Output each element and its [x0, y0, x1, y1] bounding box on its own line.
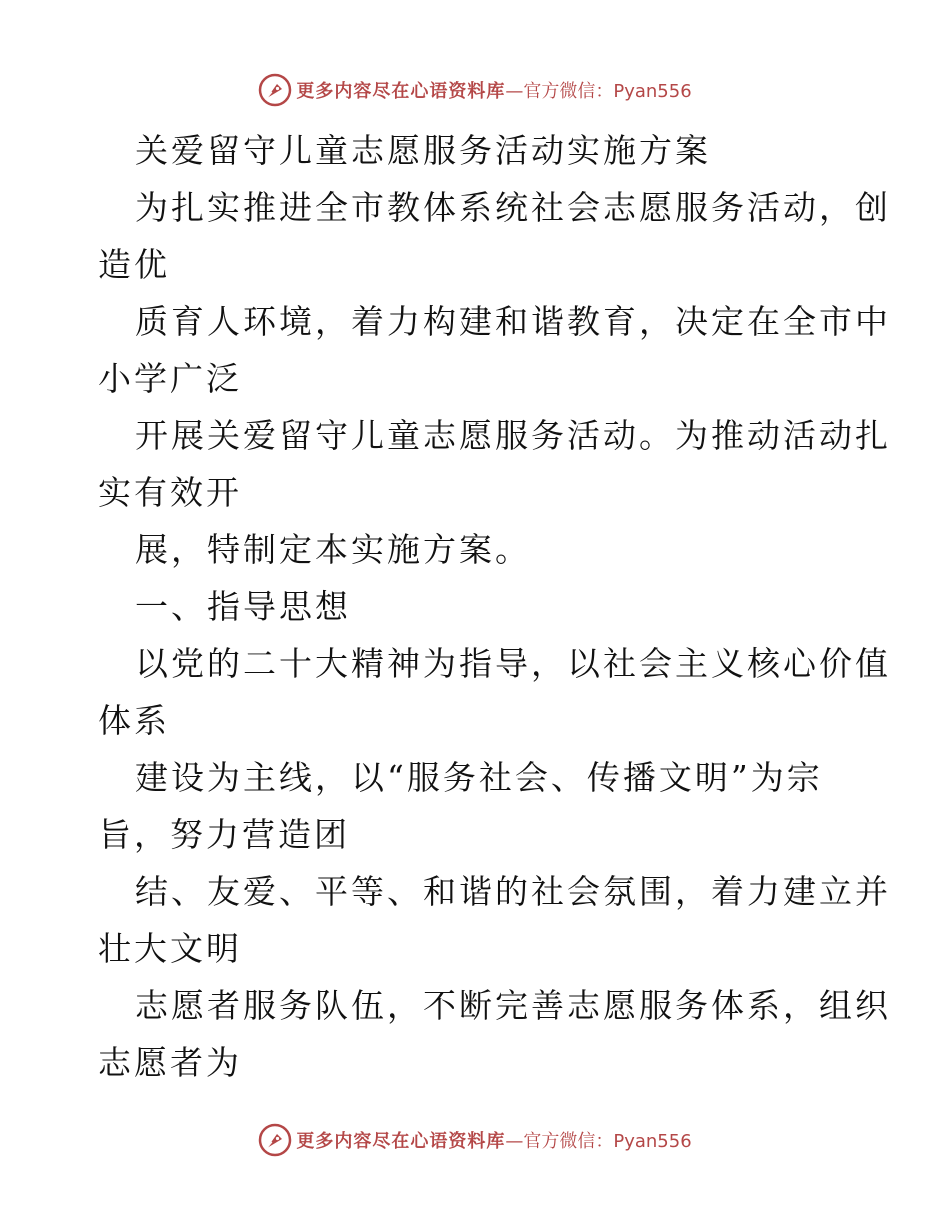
text-line: 志愿者为 — [98, 1043, 242, 1082]
text-line: 造优 — [98, 245, 170, 284]
text-line: 志愿者服务队伍，不断完善志愿服务体系，组织 — [135, 986, 891, 1025]
text-line: 实有效开 — [98, 473, 242, 512]
text-line: 小学广泛 — [98, 359, 242, 398]
header-watermark — [0, 72, 950, 108]
text-line: 展，特制定本实施方案。 — [135, 530, 531, 569]
text-line: 一、指导思想 — [135, 587, 351, 626]
text-line: 以党的二十大精神为指导，以社会主义核心价值 — [135, 644, 891, 683]
pen-nib-logo-icon — [258, 73, 292, 107]
text-line: 壮大文明 — [98, 929, 242, 968]
text-line: 关爱留守儿童志愿服务活动实施方案 — [135, 131, 711, 170]
watermark-text: 更多内容尽在心语资料库 — [296, 81, 506, 102]
text-line: 为扎实推进全市教体系统社会志愿服务活动，创 — [135, 188, 891, 227]
watermark-text: 更多内容尽在心语资料库 — [296, 1131, 506, 1152]
watermark-wechat: —官方微信：Pyan556 — [505, 1131, 692, 1152]
pen-nib-logo-icon — [258, 1123, 292, 1157]
text-line: 体系 — [98, 701, 170, 740]
footer-watermark — [0, 1122, 950, 1158]
text-line: 建设为主线，以“服务社会、传播文明”为宗 — [135, 758, 823, 797]
text-line: 结、友爱、平等、和谐的社会氛围，着力建立并 — [135, 872, 891, 911]
text-line: 质育人环境，着力构建和谐教育，决定在全市中 — [135, 302, 891, 341]
document-body — [98, 122, 891, 1091]
text-line: 开展关爱留守儿童志愿服务活动。为推动活动扎 — [135, 416, 891, 455]
watermark-wechat: —官方微信：Pyan556 — [505, 81, 692, 102]
text-line: 旨，努力营造团 — [98, 815, 350, 854]
